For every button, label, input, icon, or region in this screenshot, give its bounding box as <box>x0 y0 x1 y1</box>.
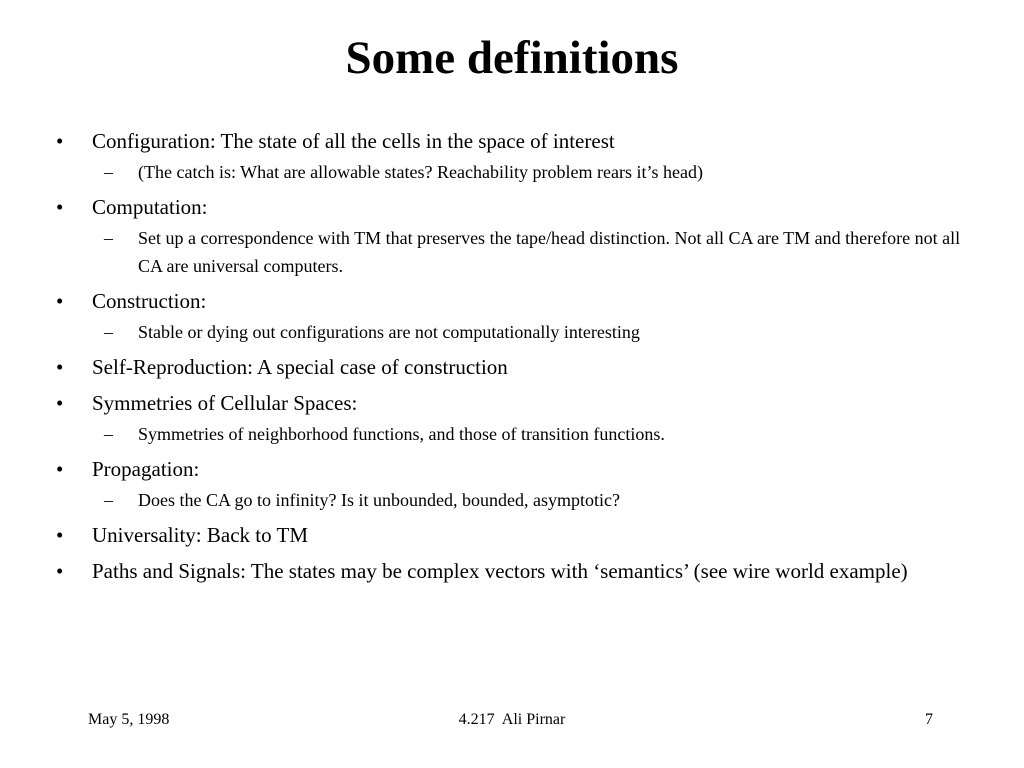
bullet-marker: • <box>56 523 64 547</box>
bullet-text: Configuration: The state of all the cells in the space of interest <box>92 129 615 153</box>
dash-marker: – <box>104 424 113 444</box>
bullet-text: Propagation: <box>92 457 200 481</box>
sub-item <box>0 486 1024 514</box>
sub-list <box>92 486 954 514</box>
bullet-item-symmetries <box>0 388 1024 448</box>
bullet-item-self-reproduction <box>0 352 1024 382</box>
sub-item <box>0 158 1024 186</box>
footer-course-author: 4.217 Ali Pirnar <box>458 711 566 728</box>
bullet-list <box>0 126 1024 592</box>
sub-text: (The catch is: What are allowable states? Reachability problem rears it’s head) <box>138 162 703 182</box>
dash-marker: – <box>104 162 113 182</box>
sub-item <box>0 420 1024 448</box>
bullet-item-paths-and-signals <box>0 556 1024 586</box>
bullet-item-computation <box>0 192 1024 280</box>
dash-marker: – <box>104 228 113 248</box>
bullet-item-universality <box>0 520 1024 550</box>
bullet-text: Self-Reproduction: A special case of construction <box>92 355 508 379</box>
bullet-text: Paths and Signals: The states may be complex vectors with ‘semantics’ (see wire world example) <box>92 559 908 583</box>
sub-item <box>0 318 1024 346</box>
bullet-text: Symmetries of Cellular Spaces: <box>92 391 358 415</box>
bullet-text: Computation: <box>92 195 208 219</box>
bullet-marker: • <box>56 129 64 153</box>
sub-list <box>92 318 954 346</box>
bullet-text: Construction: <box>92 289 207 313</box>
bullet-item-configuration <box>0 126 1024 186</box>
slide-title: Some definitions <box>345 32 679 84</box>
sub-text: Set up a correspondence with TM that preserves the tape/head distinction. Not all CA are TM and therefore not all CA are universal computers. <box>138 228 961 276</box>
bullet-item-propagation <box>0 454 1024 514</box>
sub-list <box>92 420 954 448</box>
bullet-item-construction <box>0 286 1024 346</box>
footer-date: May 5, 1998 <box>88 711 170 728</box>
page-number: 7 <box>925 711 933 728</box>
slide-footer <box>0 708 1024 732</box>
sub-text: Symmetries of neighborhood functions, and those of transition functions. <box>138 424 665 444</box>
bullet-text: Universality: Back to TM <box>92 523 308 547</box>
dash-marker: – <box>104 322 113 342</box>
bullet-marker: • <box>56 289 64 313</box>
sub-list <box>92 224 961 280</box>
sub-text: Does the CA go to infinity? Is it unbounded, bounded, asymptotic? <box>138 490 620 510</box>
bullet-marker: • <box>56 355 64 379</box>
sub-item <box>0 224 1024 280</box>
bullet-marker: • <box>56 391 64 415</box>
bullet-marker: • <box>56 559 64 583</box>
sub-list <box>92 158 954 186</box>
sub-text: Stable or dying out configurations are not computationally interesting <box>138 322 640 342</box>
dash-marker: – <box>104 490 113 510</box>
bullet-marker: • <box>56 195 64 219</box>
bullet-marker: • <box>56 457 64 481</box>
